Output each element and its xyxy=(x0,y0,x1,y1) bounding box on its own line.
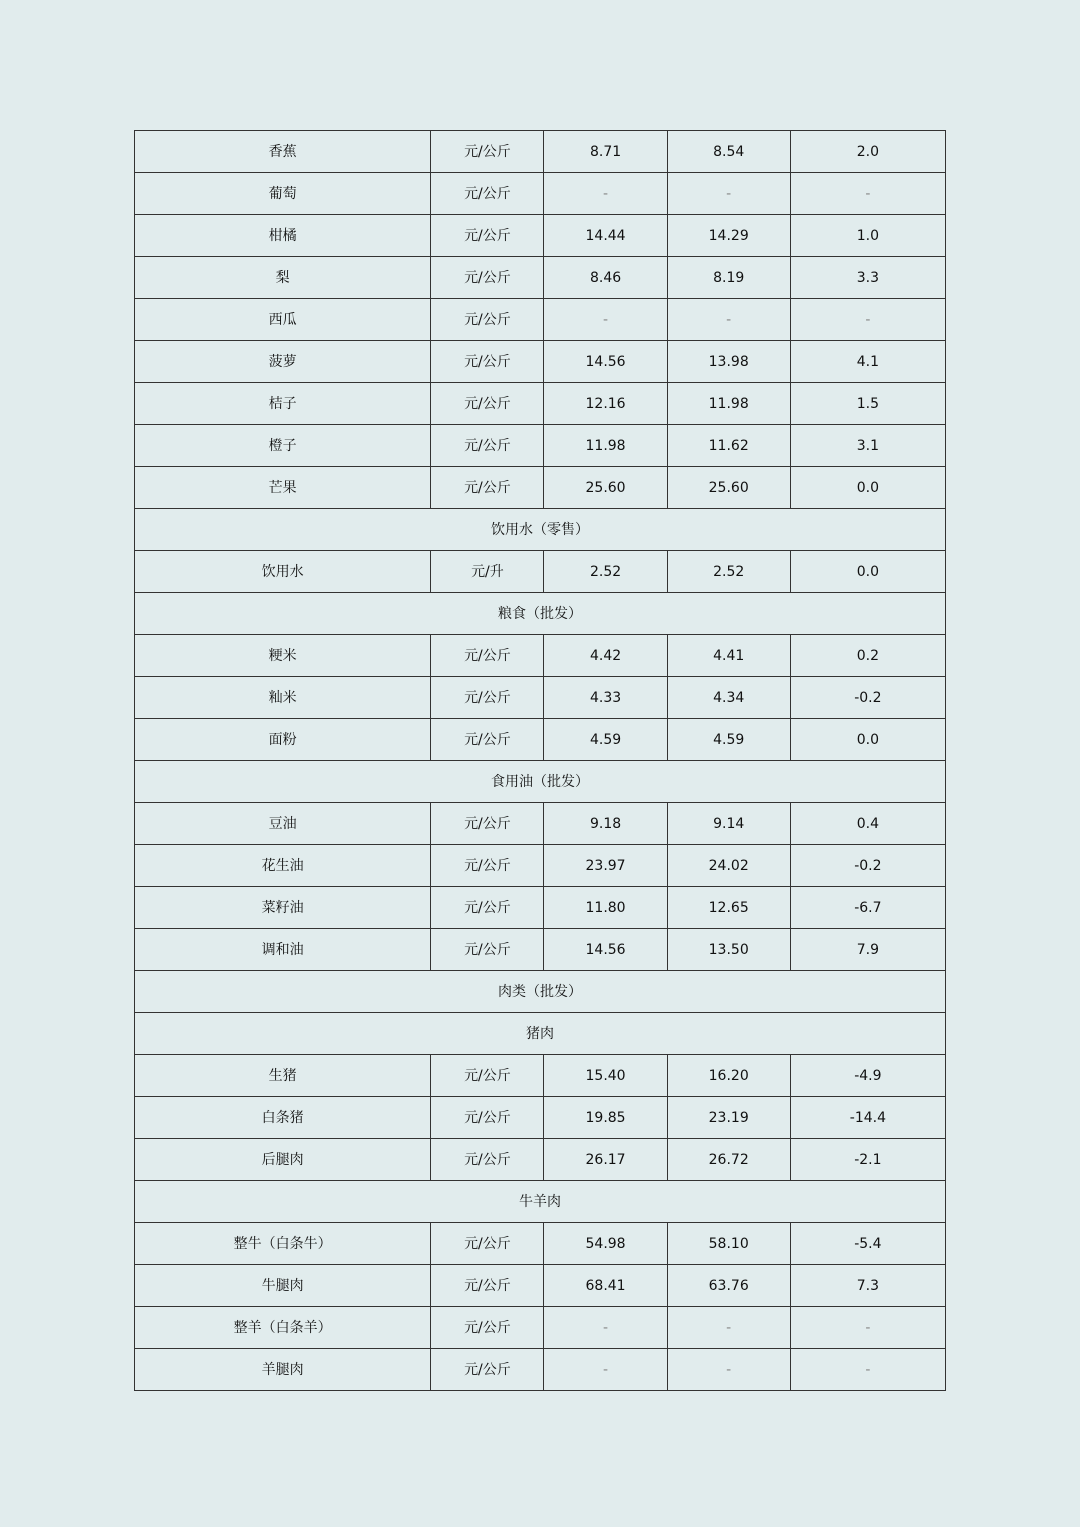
change-percent-cell: 0.0 xyxy=(790,719,945,761)
section-title: 肉类（批发） xyxy=(135,971,946,1013)
section-header-row xyxy=(135,509,946,551)
current-price-cell: 68.41 xyxy=(544,1265,667,1307)
item-name-cell: 饮用水 xyxy=(135,551,431,593)
item-name-cell: 整羊（白条羊） xyxy=(135,1307,431,1349)
item-name-cell: 橙子 xyxy=(135,425,431,467)
current-price-cell: 25.60 xyxy=(544,467,667,509)
table-row xyxy=(135,551,946,593)
unit-cell: 元/升 xyxy=(431,551,544,593)
item-name-cell: 生猪 xyxy=(135,1055,431,1097)
unit-cell: 元/公斤 xyxy=(431,1097,544,1139)
previous-price-cell: 16.20 xyxy=(667,1055,790,1097)
current-price-cell: 54.98 xyxy=(544,1223,667,1265)
change-percent-cell: 7.9 xyxy=(790,929,945,971)
unit-cell: 元/公斤 xyxy=(431,299,544,341)
change-percent-cell: 4.1 xyxy=(790,341,945,383)
unit-cell: 元/公斤 xyxy=(431,341,544,383)
previous-price-cell: 11.62 xyxy=(667,425,790,467)
previous-price-cell: 8.54 xyxy=(667,131,790,173)
item-name-cell: 后腿肉 xyxy=(135,1139,431,1181)
previous-price-cell: 63.76 xyxy=(667,1265,790,1307)
change-percent-cell: 0.2 xyxy=(790,635,945,677)
change-percent-cell: 7.3 xyxy=(790,1265,945,1307)
change-percent-cell: 3.3 xyxy=(790,257,945,299)
change-percent-cell: 0.0 xyxy=(790,551,945,593)
section-header-row xyxy=(135,971,946,1013)
section-title: 食用油（批发） xyxy=(135,761,946,803)
unit-cell: 元/公斤 xyxy=(431,467,544,509)
current-price-cell: 2.52 xyxy=(544,551,667,593)
current-price-cell: 11.98 xyxy=(544,425,667,467)
current-price-cell: 23.97 xyxy=(544,845,667,887)
item-name-cell: 籼米 xyxy=(135,677,431,719)
unit-cell: 元/公斤 xyxy=(431,845,544,887)
change-percent-cell: 1.5 xyxy=(790,383,945,425)
current-price-cell: - xyxy=(544,1349,667,1391)
previous-price-cell: 25.60 xyxy=(667,467,790,509)
previous-price-cell: 4.59 xyxy=(667,719,790,761)
section-title: 猪肉 xyxy=(135,1013,946,1055)
current-price-cell: 14.56 xyxy=(544,929,667,971)
unit-cell: 元/公斤 xyxy=(431,425,544,467)
table-row xyxy=(135,131,946,173)
previous-price-cell: 24.02 xyxy=(667,845,790,887)
current-price-cell: 9.18 xyxy=(544,803,667,845)
item-name-cell: 葡萄 xyxy=(135,173,431,215)
unit-cell: 元/公斤 xyxy=(431,1349,544,1391)
current-price-cell: 19.85 xyxy=(544,1097,667,1139)
previous-price-cell: 58.10 xyxy=(667,1223,790,1265)
current-price-cell: - xyxy=(544,299,667,341)
unit-cell: 元/公斤 xyxy=(431,1139,544,1181)
unit-cell: 元/公斤 xyxy=(431,887,544,929)
item-name-cell: 柑橘 xyxy=(135,215,431,257)
table-row xyxy=(135,1223,946,1265)
unit-cell: 元/公斤 xyxy=(431,929,544,971)
item-name-cell: 梨 xyxy=(135,257,431,299)
table-row xyxy=(135,1055,946,1097)
change-percent-cell: 2.0 xyxy=(790,131,945,173)
item-name-cell: 芒果 xyxy=(135,467,431,509)
previous-price-cell: 8.19 xyxy=(667,257,790,299)
table-row xyxy=(135,635,946,677)
previous-price-cell: 13.50 xyxy=(667,929,790,971)
item-name-cell: 整牛（白条牛） xyxy=(135,1223,431,1265)
change-percent-cell: -5.4 xyxy=(790,1223,945,1265)
previous-price-cell: 14.29 xyxy=(667,215,790,257)
item-name-cell: 西瓜 xyxy=(135,299,431,341)
item-name-cell: 菠萝 xyxy=(135,341,431,383)
unit-cell: 元/公斤 xyxy=(431,803,544,845)
change-percent-cell: - xyxy=(790,1307,945,1349)
table-row xyxy=(135,1307,946,1349)
previous-price-cell: 4.41 xyxy=(667,635,790,677)
change-percent-cell: -6.7 xyxy=(790,887,945,929)
unit-cell: 元/公斤 xyxy=(431,383,544,425)
current-price-cell: 8.46 xyxy=(544,257,667,299)
table-row xyxy=(135,467,946,509)
unit-cell: 元/公斤 xyxy=(431,677,544,719)
previous-price-cell: 13.98 xyxy=(667,341,790,383)
table-row xyxy=(135,803,946,845)
change-percent-cell: -4.9 xyxy=(790,1055,945,1097)
current-price-cell: 4.42 xyxy=(544,635,667,677)
current-price-cell: 12.16 xyxy=(544,383,667,425)
item-name-cell: 羊腿肉 xyxy=(135,1349,431,1391)
table-row xyxy=(135,341,946,383)
previous-price-cell: - xyxy=(667,173,790,215)
change-percent-cell: -2.1 xyxy=(790,1139,945,1181)
table-row xyxy=(135,677,946,719)
item-name-cell: 面粉 xyxy=(135,719,431,761)
current-price-cell: 4.33 xyxy=(544,677,667,719)
table-row xyxy=(135,845,946,887)
section-title: 饮用水（零售） xyxy=(135,509,946,551)
current-price-cell: 26.17 xyxy=(544,1139,667,1181)
unit-cell: 元/公斤 xyxy=(431,1265,544,1307)
previous-price-cell: 2.52 xyxy=(667,551,790,593)
price-table xyxy=(134,130,946,1391)
table-row xyxy=(135,1139,946,1181)
previous-price-cell: 26.72 xyxy=(667,1139,790,1181)
item-name-cell: 花生油 xyxy=(135,845,431,887)
table-row xyxy=(135,299,946,341)
item-name-cell: 白条猪 xyxy=(135,1097,431,1139)
item-name-cell: 豆油 xyxy=(135,803,431,845)
table-row xyxy=(135,1265,946,1307)
change-percent-cell: - xyxy=(790,299,945,341)
previous-price-cell: - xyxy=(667,299,790,341)
table-body xyxy=(135,131,946,1391)
current-price-cell: 8.71 xyxy=(544,131,667,173)
table-row xyxy=(135,215,946,257)
section-title: 粮食（批发） xyxy=(135,593,946,635)
unit-cell: 元/公斤 xyxy=(431,257,544,299)
unit-cell: 元/公斤 xyxy=(431,635,544,677)
unit-cell: 元/公斤 xyxy=(431,1055,544,1097)
change-percent-cell: -14.4 xyxy=(790,1097,945,1139)
previous-price-cell: 23.19 xyxy=(667,1097,790,1139)
change-percent-cell: 0.4 xyxy=(790,803,945,845)
unit-cell: 元/公斤 xyxy=(431,1307,544,1349)
previous-price-cell: 11.98 xyxy=(667,383,790,425)
unit-cell: 元/公斤 xyxy=(431,719,544,761)
item-name-cell: 调和油 xyxy=(135,929,431,971)
table-row xyxy=(135,887,946,929)
table-row xyxy=(135,719,946,761)
unit-cell: 元/公斤 xyxy=(431,1223,544,1265)
unit-cell: 元/公斤 xyxy=(431,215,544,257)
previous-price-cell: 9.14 xyxy=(667,803,790,845)
previous-price-cell: - xyxy=(667,1349,790,1391)
section-title: 牛羊肉 xyxy=(135,1181,946,1223)
current-price-cell: 15.40 xyxy=(544,1055,667,1097)
current-price-cell: 14.44 xyxy=(544,215,667,257)
previous-price-cell: 12.65 xyxy=(667,887,790,929)
change-percent-cell: 1.0 xyxy=(790,215,945,257)
item-name-cell: 菜籽油 xyxy=(135,887,431,929)
table-row xyxy=(135,383,946,425)
section-header-row xyxy=(135,1181,946,1223)
current-price-cell: - xyxy=(544,1307,667,1349)
table-row xyxy=(135,1097,946,1139)
change-percent-cell: - xyxy=(790,173,945,215)
current-price-cell: - xyxy=(544,173,667,215)
item-name-cell: 粳米 xyxy=(135,635,431,677)
item-name-cell: 牛腿肉 xyxy=(135,1265,431,1307)
unit-cell: 元/公斤 xyxy=(431,131,544,173)
table-row xyxy=(135,173,946,215)
change-percent-cell: 3.1 xyxy=(790,425,945,467)
change-percent-cell: -0.2 xyxy=(790,677,945,719)
unit-cell: 元/公斤 xyxy=(431,173,544,215)
current-price-cell: 14.56 xyxy=(544,341,667,383)
current-price-cell: 11.80 xyxy=(544,887,667,929)
item-name-cell: 桔子 xyxy=(135,383,431,425)
section-header-row xyxy=(135,761,946,803)
section-header-row xyxy=(135,593,946,635)
table-row xyxy=(135,929,946,971)
previous-price-cell: - xyxy=(667,1307,790,1349)
table-row xyxy=(135,257,946,299)
section-header-row xyxy=(135,1013,946,1055)
table-row xyxy=(135,425,946,467)
table-row xyxy=(135,1349,946,1391)
item-name-cell: 香蕉 xyxy=(135,131,431,173)
change-percent-cell: - xyxy=(790,1349,945,1391)
previous-price-cell: 4.34 xyxy=(667,677,790,719)
current-price-cell: 4.59 xyxy=(544,719,667,761)
change-percent-cell: -0.2 xyxy=(790,845,945,887)
change-percent-cell: 0.0 xyxy=(790,467,945,509)
